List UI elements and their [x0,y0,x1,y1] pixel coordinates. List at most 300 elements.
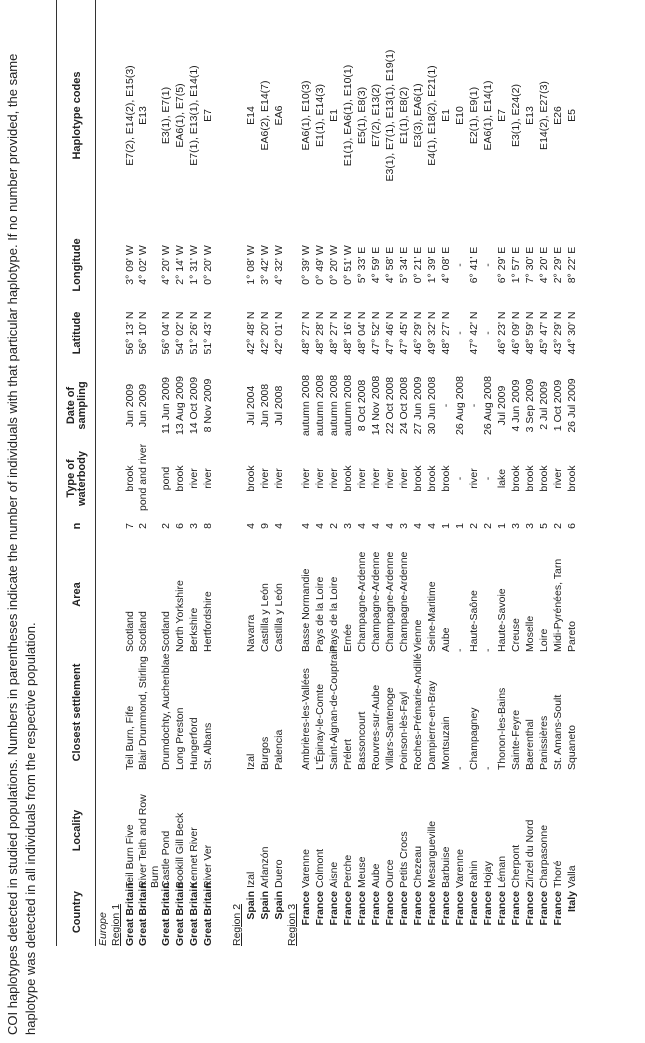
cell-type: river [552,468,564,489]
cell-country: France [412,891,424,926]
cell-country: France [440,891,452,926]
section-europe: Europe [97,912,109,946]
header-settlement: Closest settlement [70,663,83,762]
cell-n: 2 [160,523,172,529]
cell-hap: E1 [440,109,452,122]
cell-type: - [454,476,466,481]
cell-type: river [314,468,326,489]
cell-type: river [356,468,368,489]
table-row [398,0,412,1043]
cell-area: Ernée [342,623,354,652]
cell-lat: 42° 20' N [259,311,271,355]
cell-area: Basse Normandie [300,568,312,652]
cell-lat: 48° 27' N [328,311,340,355]
cell-locality: Thoré [552,860,564,888]
cell-country: Great Britain [174,882,186,946]
cell-locality: Izal [245,871,257,888]
cell-locality: Castle Pond [160,830,172,888]
cell-area: - [482,648,494,652]
cell-lon: 8° 22' E [566,246,578,284]
cell-hap: E3(3), EA6(1) [412,83,424,148]
cell-locality: Ource [384,859,396,888]
cell-date: 26 Aug 2008 [482,376,494,435]
cell-lon: 6° 29' E [496,246,508,284]
cell-area: Champagne-Ardenne [356,551,368,652]
cell-date: 11 Jun 2009 [160,376,172,435]
cell-settlement: Montsuzain [440,716,452,770]
cell-lat: 48° 27' N [440,311,452,355]
cell-area: Scotland [160,611,172,652]
cell-date: autumn 2008 [300,374,312,437]
cell-locality: Cherpont [510,844,522,888]
cell-date: Jun 2009 [124,383,136,428]
cell-area: Castilla y León [259,583,271,652]
cell-country: France [468,891,480,926]
header-locality: Locality [70,809,83,852]
cell-area: Creuse [510,618,522,652]
cell-n: 4 [370,523,382,529]
cell-date: 24 Oct 2008 [398,376,410,435]
cell-locality: Teil Burn Five [124,824,136,888]
cell-hap: EA6(1), E10(3) [300,80,312,151]
cell-date: Jul 2009 [496,385,508,426]
table-row [202,0,216,1043]
table-row [370,0,384,1043]
cell-lat: - [454,331,466,335]
cell-area: Pareto [566,621,578,652]
cell-lon: 0° 21' E [412,246,424,284]
cell-type: river [328,468,340,489]
table-row [174,0,188,1043]
cell-lat: 48° 16' N [342,311,354,355]
cell-locality: Zinzel du Nord [524,819,536,888]
cell-lat: 56° 13' N [124,311,136,355]
cell-locality: Varenne [300,849,312,888]
header-latitude: Latitude [70,311,83,355]
cell-area: Castilla y León [273,583,285,652]
cell-country: Spain [273,891,285,920]
cell-locality: Mesangueville [426,820,438,888]
cell-n: 1 [440,523,452,529]
table-row [454,0,468,1043]
cell-country: Great Britain [202,882,214,946]
table-row [124,0,138,1043]
cell-locality: Bookill Gill Beck [174,812,186,888]
cell-lon: 0° 20' W [202,245,214,285]
table-row [552,0,566,1043]
cell-area: Champagne-Ardenne [384,551,396,652]
cell-n: 4 [245,523,257,529]
cell-country: France [524,891,536,926]
table-row [245,0,259,1043]
table-row [342,0,356,1043]
cell-locality: Varenne [454,849,466,888]
cell-date: Jun 2009 [137,383,149,428]
cell-lat: 56° 10' N [137,311,149,355]
cell-lon: 0° 51' W [342,245,354,285]
cell-date: 22 Oct 2008 [384,376,396,435]
cell-type: brook [510,465,522,492]
cell-date: Jul 2004 [245,385,257,426]
cell-settlement: Poinson-lès-Fayl [398,691,410,770]
cell-n: 2 [468,523,480,529]
cell-settlement: Drumdochty, Auchenblae [160,653,172,770]
cell-lat: 48° 04' N [356,311,368,355]
cell-hap: E3(1), E24(2) [510,83,522,148]
table-row [440,0,454,1043]
header-haplotypes: Haplotype codes [70,71,83,160]
cell-type: river [468,468,480,489]
cell-lon: 1° 31' W [188,245,200,285]
table-row [538,0,552,1043]
cell-n: 3 [342,523,354,529]
cell-lon: 6° 41' E [468,246,480,284]
cell-locality: Arlanzón [259,846,271,888]
cell-country: Italy [566,891,578,913]
cell-type: brook [412,465,424,492]
cell-area: Berkshire [188,607,200,652]
cell-settlement: Izal [245,753,257,770]
cell-n: 2 [328,523,340,529]
cell-settlement: Teil Burn, Fife [124,705,136,770]
table-row [496,0,510,1043]
cell-settlement: Roches-Prémarie-Andillé [412,653,424,770]
table-row [328,0,342,1043]
header-type: Type of waterbody [65,451,88,507]
cell-lon: 4° 08' E [440,246,452,284]
cell-locality: Kennet River [188,827,200,888]
cell-n: 2 [552,523,564,529]
cell-lon: 4° 58' E [384,246,396,284]
cell-area: Navarra [245,614,257,652]
cell-n: 6 [566,523,578,529]
cell-area: Scotland [124,611,136,652]
cell-n: 6 [174,523,186,529]
cell-locality: River Teith and Row Burn [137,794,161,888]
cell-date: 8 Oct 2008 [356,379,368,432]
cell-locality: Chezeau [412,845,424,888]
cell-settlement: Villars-Santenoge [384,687,396,770]
cell-date: autumn 2008 [314,374,326,437]
cell-hap: E3(1), E7(1) [160,86,172,145]
cell-lon: 4° 20' W [160,245,172,285]
cell-area: Hertfordshire [202,591,214,652]
cell-country: France [426,891,438,926]
cell-lat: - [482,331,494,335]
cell-settlement: Panissières [538,715,550,770]
cell-type: river [188,468,200,489]
cell-area: Haute-Saône [468,590,480,652]
cell-lat: 47° 42' N [468,311,480,355]
cell-lon: 2° 14' W [174,245,186,285]
cell-lon: 4° 20' E [538,246,550,284]
table-row [314,0,328,1043]
cell-date: - [468,403,480,408]
cell-country: France [300,891,312,926]
cell-lat: 45° 47' N [538,311,550,355]
cell-n: 4 [300,523,312,529]
table-row [412,0,426,1043]
cell-hap: E4(1), E18(2), E21(1) [426,65,438,166]
cell-date: 8 Nov 2009 [202,378,214,433]
cell-lat: 48° 27' N [300,311,312,355]
cell-settlement: St. Albans [202,722,214,770]
cell-locality: Barbuise [440,846,452,888]
cell-settlement: Bassoncourt [356,711,368,770]
cell-country: Great Britain [188,882,200,946]
cell-hap: E7 [202,109,214,122]
cell-area: Seine-Maritime [426,581,438,652]
cell-type: river [398,468,410,489]
cell-date: 3 Sep 2009 [524,378,536,433]
cell-lat: 48° 59' N [524,311,536,355]
cell-type: pond [160,466,172,491]
cell-date: - [440,403,452,408]
cell-locality: Rahin [468,860,480,888]
cell-lat: 56° 04' N [160,311,172,355]
cell-lat: 42° 01' N [273,311,285,355]
cell-country: France [370,891,382,926]
cell-area: - [454,648,466,652]
cell-settlement: St. Amans-Soult [552,694,564,770]
cell-type: brook [174,465,186,492]
cell-lat: 46° 09' N [510,311,522,355]
cell-hap: E1(1), E8(2) [398,86,410,145]
cell-date: Jun 2008 [259,383,271,428]
table-row [259,0,273,1043]
cell-settlement: Baerenthal [524,719,536,770]
cell-n: 4 [412,523,424,529]
cell-settlement: Rouvres-sur-Aube [370,684,382,770]
cell-country: France [384,891,396,926]
cell-lon: 4° 32' W [273,245,285,285]
section-region-2: Region 2 [231,903,243,946]
cell-hap: E13 [137,106,149,125]
cell-type: river [259,468,271,489]
cell-settlement: Champagney [468,707,480,770]
table-row [273,0,287,1043]
cell-country: Great Britain [137,882,149,946]
table-row [426,0,440,1043]
cell-lat: 49° 32' N [426,311,438,355]
cell-area: Loire [538,628,550,652]
table-row [188,0,202,1043]
cell-type: river [384,468,396,489]
cell-lon: 3° 42' W [259,245,271,285]
cell-lat: 46° 29' N [412,311,424,355]
cell-locality: River Ver [202,844,214,888]
cell-hap: E3(1), E7(1), E13(1), E19(1) [384,49,396,182]
cell-country: France [496,891,508,926]
cell-settlement: Long Preston [174,707,186,770]
cell-lon: 7° 30' E [524,246,536,284]
cell-locality: Meuse [356,856,368,888]
cell-locality: Petits Crocs [398,831,410,888]
cell-type: river [273,468,285,489]
cell-lon: 1° 57' E [510,246,522,284]
cell-lon: 0° 39' W [300,245,312,285]
cell-n: 8 [202,523,214,529]
cell-lat: 48° 28' N [314,311,326,355]
cell-settlement: Sainte-Feyre [510,709,522,770]
cell-lon: 3° 09' W [124,245,136,285]
table-row [566,0,580,1043]
cell-area: Aube [440,627,452,652]
cell-n: 4 [426,523,438,529]
cell-hap: EA6(1), E7(5) [174,83,186,148]
cell-type: brook [342,465,354,492]
cell-lon: 2° 29' E [552,246,564,284]
cell-lat: 47° 52' N [370,311,382,355]
cell-country: France [356,891,368,926]
header-date: Date of sampling [65,381,88,430]
cell-settlement: Squaneto [566,725,578,770]
cell-lon: 0° 49' W [314,245,326,285]
table-row [468,0,482,1043]
cell-date: 2 Jul 2009 [538,381,550,430]
cell-n: 3 [188,523,200,529]
cell-n: 4 [314,523,326,529]
cell-area: Pays de la Loire [314,576,326,652]
cell-hap: E7 [496,109,508,122]
cell-type: brook [566,465,578,492]
cell-type: river [202,468,214,489]
cell-area: Moselle [524,615,536,652]
cell-hap: E5(1), E8(3) [356,86,368,145]
cell-n: 2 [137,523,149,529]
cell-date: 4 Jun 2009 [510,379,522,432]
cell-hap: E26 [552,106,564,125]
cell-lon: 5° 34' E [398,246,410,284]
cell-lon: 1° 08' W [245,245,257,285]
cell-n: 5 [538,523,550,529]
cell-n: 7 [124,523,136,529]
cell-lat: 51° 43' N [202,311,214,355]
cell-area: Champagne-Ardenne [398,551,410,652]
cell-type: pond and river [137,443,149,511]
cell-n: 2 [482,523,494,529]
cell-lat: 42° 48' N [245,311,257,355]
cell-hap: E2(1), E9(1) [468,86,480,145]
cell-hap: E5 [566,109,578,122]
cell-hap: EA6 [273,105,285,126]
table-row [524,0,538,1043]
table-row [300,0,314,1043]
cell-date: autumn 2008 [328,374,340,437]
cell-lat: 44° 30' N [566,311,578,355]
cell-hap: E7(1), E13(1), E14(1) [188,65,200,166]
table-row [356,0,370,1043]
cell-locality: Duero [273,859,285,888]
cell-date: Jul 2008 [273,385,285,426]
cell-type: brook [524,465,536,492]
cell-type: river [300,468,312,489]
cell-type: river [370,468,382,489]
cell-lon: - [482,263,494,267]
cell-date: 27 Jun 2009 [412,376,424,435]
cell-settlement: Saint-Aignan-de-Couptrain [328,645,340,770]
cell-hap: E14 [245,106,257,125]
cell-date: 14 Nov 2008 [370,375,382,436]
cell-type: brook [440,465,452,492]
cell-lon: 4° 59' E [370,246,382,284]
cell-settlement: Blair Drummond, Stirling [137,656,149,770]
cell-locality: Colmont [314,848,326,888]
table-row [137,0,161,1043]
cell-country: Great Britain [124,882,136,946]
cell-type: - [482,476,494,481]
cell-settlement: Ambrières-les-Vallées [300,668,312,770]
cell-settlement: Thonon-les-Bains [496,687,508,770]
table-row [482,0,496,1043]
cell-hap: E1(1), E14(3) [314,83,326,148]
cell-country: France [482,891,494,926]
cell-locality: Valla [566,865,578,888]
cell-hap: EA6(1), E14(1) [482,80,494,151]
cell-settlement: L'Épinay-le-Comte [314,683,326,770]
cell-hap: E1(1), EA6(1), E10(1) [342,64,354,167]
cell-area: Haute-Savoie [496,588,508,652]
table-row [510,0,524,1043]
cell-lat: 46° 23' N [496,311,508,355]
cell-hap: E14(2), E27(3) [538,81,550,150]
cell-type: lake [496,468,508,489]
cell-settlement: Palencia [273,729,285,770]
cell-locality: Perche [342,854,354,888]
cell-lon: 1° 39' E [426,246,438,284]
cell-locality: Aube [370,863,382,888]
cell-locality: Aisne [328,861,340,888]
cell-date: 26 Aug 2008 [454,376,466,435]
cell-country: France [398,891,410,926]
cell-country: France [342,891,354,926]
table-caption: COI haplotypes detected in studied populations. Numbers in parentheses indicate the number of individuals with that particular haplotype. If no number provided, the same haplotype was detected in all individuals from the respective population. [5,53,38,1035]
cell-lon: - [454,263,466,267]
header-longitude: Longitude [70,238,83,292]
cell-hap: EA6(2), E14(7) [259,80,271,151]
cell-country: France [454,891,466,926]
table-row [384,0,398,1043]
cell-n: 3 [524,523,536,529]
cell-n: 4 [273,523,285,529]
cell-country: Spain [259,891,271,920]
cell-country: France [538,891,550,926]
cell-hap: E7(2), E13(2) [370,83,382,148]
cell-lat: 47° 45' N [398,311,410,355]
cell-date: 14 Oct 2009 [188,376,200,435]
cell-area: Champagne-Ardenne [370,551,382,652]
cell-locality: Hojay [482,861,494,888]
cell-area: Scotland [137,611,149,652]
cell-settlement: Prélert [342,739,354,770]
cell-n: 3 [398,523,410,529]
cell-type: brook [538,465,550,492]
cell-lat: 51° 26' N [188,311,200,355]
cell-country: France [552,891,564,926]
cell-n: 1 [496,523,508,529]
cell-date: autumn 2008 [342,374,354,437]
table-row [160,0,174,1043]
cell-area: Midi-Pyrénées, Tarn [552,558,564,652]
header-rule [95,0,96,946]
cell-area: Pays de la Loire [328,576,340,652]
cell-lon: 0° 20' W [328,245,340,285]
cell-country: France [314,891,326,926]
cell-lon: 5° 33' E [356,246,368,284]
header-n: n [70,522,83,530]
cell-settlement: Burgos [259,736,271,770]
cell-area: North Yorkshire [174,580,186,652]
